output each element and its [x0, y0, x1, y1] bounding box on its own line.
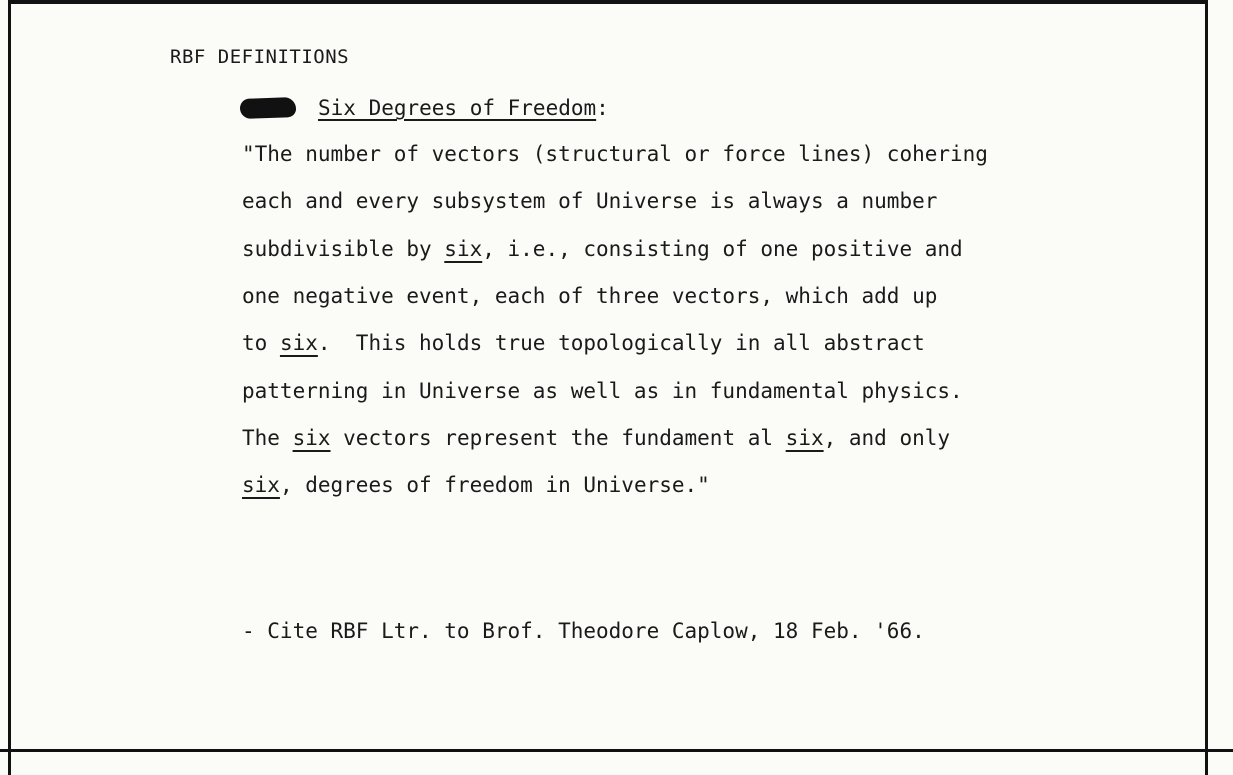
underlined-word: six [292, 426, 331, 450]
frame-left-rule [8, 0, 11, 775]
term-row [240, 94, 609, 122]
body-text: "The number of vectors (structural or force lines) cohering [242, 142, 988, 166]
body-line [242, 282, 937, 310]
frame-right-rule [1205, 0, 1208, 775]
citation: - Cite RBF Ltr. to Brof. Theodore Caplow, 18 Feb. '66. [242, 619, 925, 643]
body-line [242, 377, 963, 405]
term [318, 96, 609, 120]
body-text: vectors represent the fundament al [330, 426, 786, 450]
frame-bottom-rule [0, 749, 1233, 752]
body-text: . This holds true topologically in all abstract [317, 331, 925, 355]
underlined-word: six [242, 473, 280, 497]
term-title: Six Degrees of Freedom [318, 96, 597, 120]
underlined-word: six [785, 426, 824, 450]
body-text: subdivisible by [242, 237, 445, 261]
underlined-word: six [279, 331, 318, 355]
redaction-mark [240, 97, 297, 119]
frame-top-rule [8, 0, 1208, 4]
body-line [242, 187, 937, 215]
body-line [242, 471, 710, 499]
body-text: , degrees of freedom in Universe." [279, 473, 710, 497]
body-line [242, 235, 963, 263]
body-text: to [242, 331, 280, 355]
body-text: , i.e., consisting of one positive and [482, 237, 963, 261]
body-line [242, 140, 988, 168]
body-text: each and every subsystem of Universe is always a number [242, 189, 938, 213]
document-heading: RBF DEFINITIONS [170, 46, 350, 68]
underlined-word: six [444, 237, 483, 261]
body-text: patterning in Universe as well as in fundamental physics. [242, 379, 963, 403]
body-line [242, 329, 925, 357]
body-line [242, 424, 950, 452]
body-text: , and only [823, 426, 951, 450]
term-colon: : [596, 96, 609, 120]
body-text: one negative event, each of three vectors, which add up [242, 284, 938, 308]
body-text: The [242, 426, 293, 450]
